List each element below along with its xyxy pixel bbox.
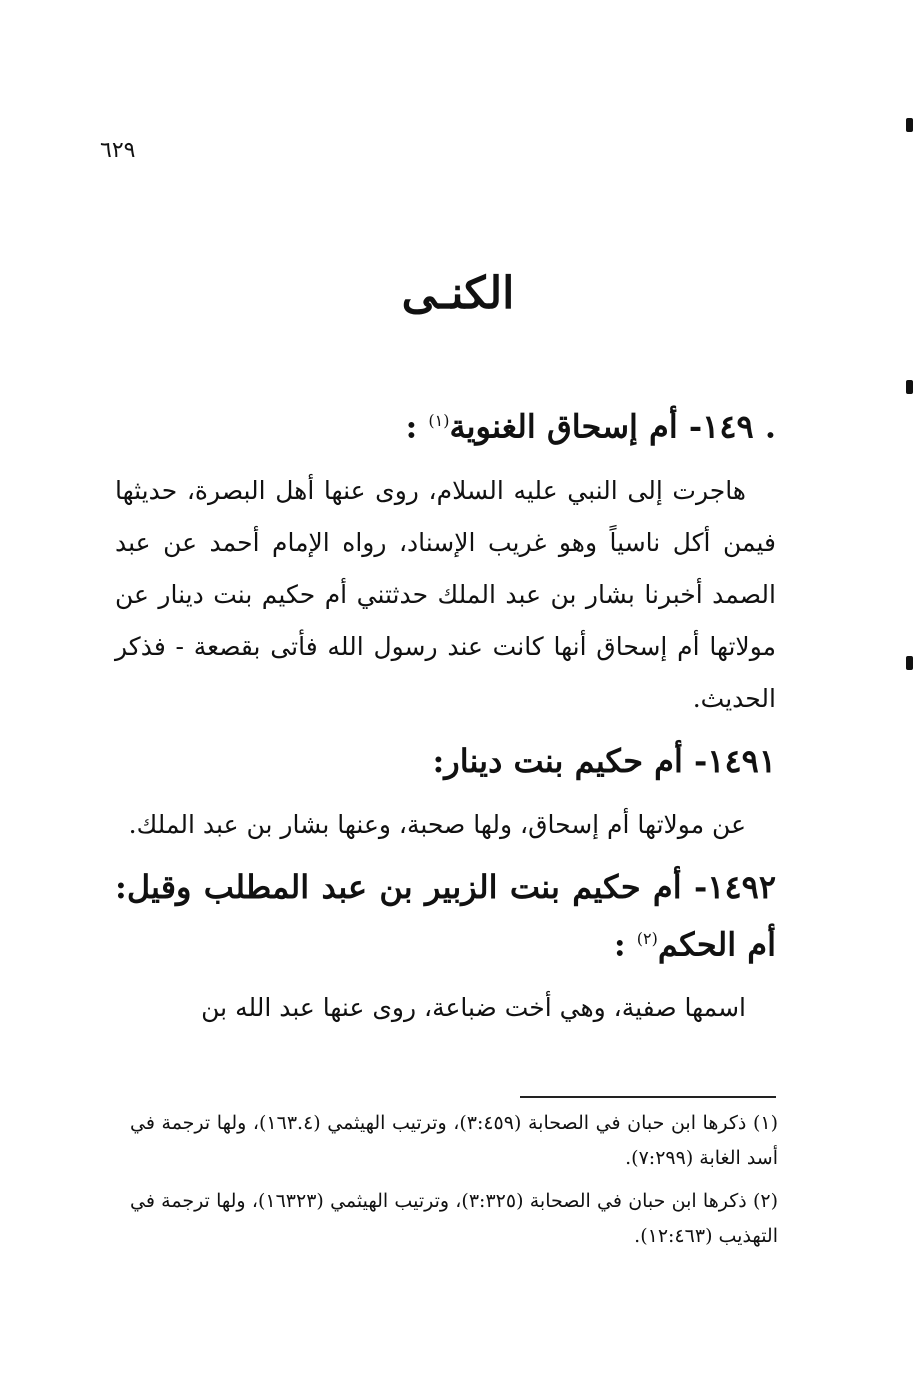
- footnote-2: (٢) ذكرها ابن حبان في الصحابة (٣:٣٢٥)، وترتيب الهيثمي (١٦٣٢٣)، ولها ترجمة في التهذيب (١٢:٤٦٣).: [130, 1190, 779, 1247]
- entry-heading-1492: [115, 861, 776, 971]
- entry-heading-text: ١٤٩٢- أم حكيم بنت الزبير بن عبد المطلب وقيل: أم الحكم: [115, 867, 776, 964]
- footnote-1: (١) ذكرها ابن حبان في الصحابة (٣:٤٥٩)، وترتيب الهيثمي (١٦٣.٤)، ولها ترجمة في أسد الغابة (٧:٢٩٩).: [130, 1112, 778, 1169]
- scan-mark: [906, 380, 913, 394]
- page-number: ٦٢٩: [100, 138, 136, 163]
- entry-body-1490: هاجرت إلى النبي عليه السلام، روى عنها أهل البصرة، حديثها فيمن أكل ناسياً وهو غريب الإسناد، رواه الإمام أحمد عن عبد الصمد أخبرنا بشار بن عبد الملك حدثتني أم حكيم بنت دينار عن مولاتها أم إسحاق أنها كانت عند رسول الله فأتى بقصعة - فذكر الحديث.: [115, 475, 776, 713]
- entry-heading-1491: [115, 735, 776, 787]
- footnote-divider: [520, 1096, 776, 1098]
- scan-mark: [906, 118, 913, 132]
- entry-heading-suffix: :: [613, 925, 637, 964]
- entry-heading-text: ١٤٩١- أم حكيم بنت دينار:: [432, 741, 776, 780]
- entry-body-1492: اسمها صفية، وهي أخت ضباعة، روى عنها عبد الله بن: [201, 993, 746, 1023]
- entry-heading-1490: [115, 395, 776, 453]
- scan-mark: [906, 656, 913, 670]
- footnote-ref: (٢): [636, 928, 658, 948]
- footnote-ref: (١): [428, 411, 450, 430]
- entry-heading-text: . ١٤٩- أم إسحاق الغنوية: [449, 407, 776, 446]
- entry-body-1491: عن مولاتها أم إسحاق، ولها صحبة، وعنها بشار بن عبد الملك.: [128, 809, 746, 839]
- main-text: [115, 395, 776, 1044]
- entry-heading-suffix: :: [405, 407, 429, 446]
- section-title: الكنـى: [401, 268, 515, 319]
- footnotes: [130, 1106, 778, 1262]
